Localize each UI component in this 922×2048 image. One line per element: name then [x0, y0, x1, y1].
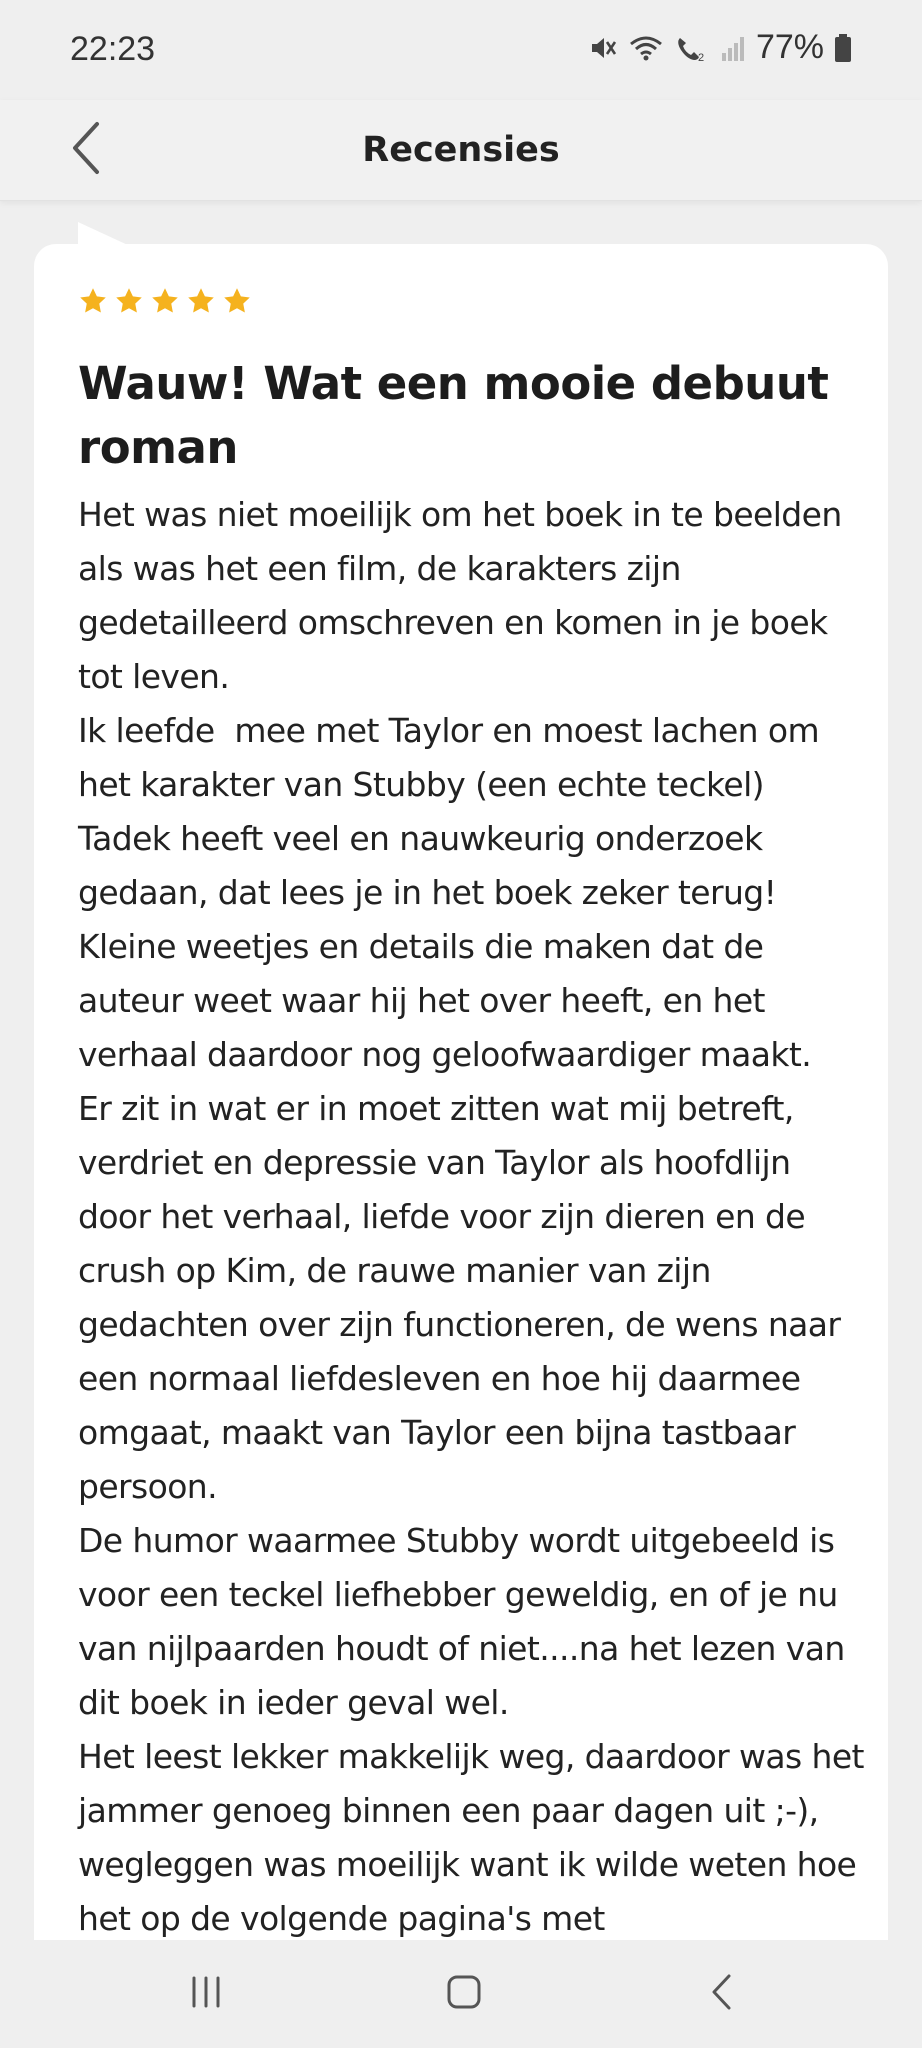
star-icon [114, 286, 144, 316]
review-card [34, 244, 888, 2048]
review-title: Wauw! Wat een mooie debuut roman [78, 357, 829, 474]
star-icon [186, 286, 216, 316]
card-pointer [78, 222, 130, 246]
navigation-bar [0, 1940, 922, 2048]
wifi-calling-icon [674, 33, 710, 63]
star-icon [222, 286, 252, 316]
recent-apps-icon [186, 1972, 226, 2016]
star-icon [78, 286, 108, 316]
battery-icon [834, 33, 852, 63]
star-icon [150, 286, 180, 316]
battery-percent: 77% [755, 28, 824, 66]
signal-icon [720, 33, 746, 63]
home-button[interactable] [424, 1964, 504, 2024]
status-icons [588, 28, 852, 67]
svg-text:2: 2 [697, 51, 705, 63]
review-body: Het was niet moeilijk om het boek in te beelden als was het een film, de karakters zijn gedetailleerd omschreven en komen in je boek tot leven. Ik leefde mee met Taylor en moest lachen om het karakter van Stubby (een echte teckel) Tadek heeft veel en nauwkeurig onderzoek gedaan, dat lees je in het boek zeker terug! Kleine weetjes en details die maken dat de auteur weet waar hij het over heeft, en het verhaal daardoor nog geloofwaardiger maakt. Er zit in wat er in moet zitten wat mij betreft, verdriet en depressie van Taylor als hoofdlijn door het verhaal, liefde voor zijn dieren en de crush op Kim, de rauwe manier van zijn gedachten over zijn functioneren, de wens naar een normaal liefdesleven en hoe hij daarmee omgaat, maakt van Taylor een bijna tastbaar persoon. De humor waarmee Stubby wordt uitgebeeld is voor een teckel liefhebber geweldig, en of je nu van nijlpaarden houdt of niet....na het lezen van dit boek in ieder geval wel. Het leest lekker makkelijk weg, daardoor was het jammer genoeg binnen een paar dagen uit ;-), wegleggen was moeilijk want ik wilde weten hoe het op de volgende pagina's met [78, 495, 864, 1938]
system-back-button[interactable] [682, 1964, 762, 2024]
app-header [0, 100, 922, 201]
page-title: Recensies [362, 130, 560, 170]
mute-icon [588, 33, 618, 63]
back-icon [702, 1972, 742, 2016]
home-icon [444, 1972, 484, 2016]
recent-apps-button[interactable] [166, 1964, 246, 2024]
wifi-icon [628, 33, 664, 63]
status-bar [0, 0, 922, 100]
status-time: 22:23 [70, 30, 156, 68]
star-rating [78, 286, 252, 316]
